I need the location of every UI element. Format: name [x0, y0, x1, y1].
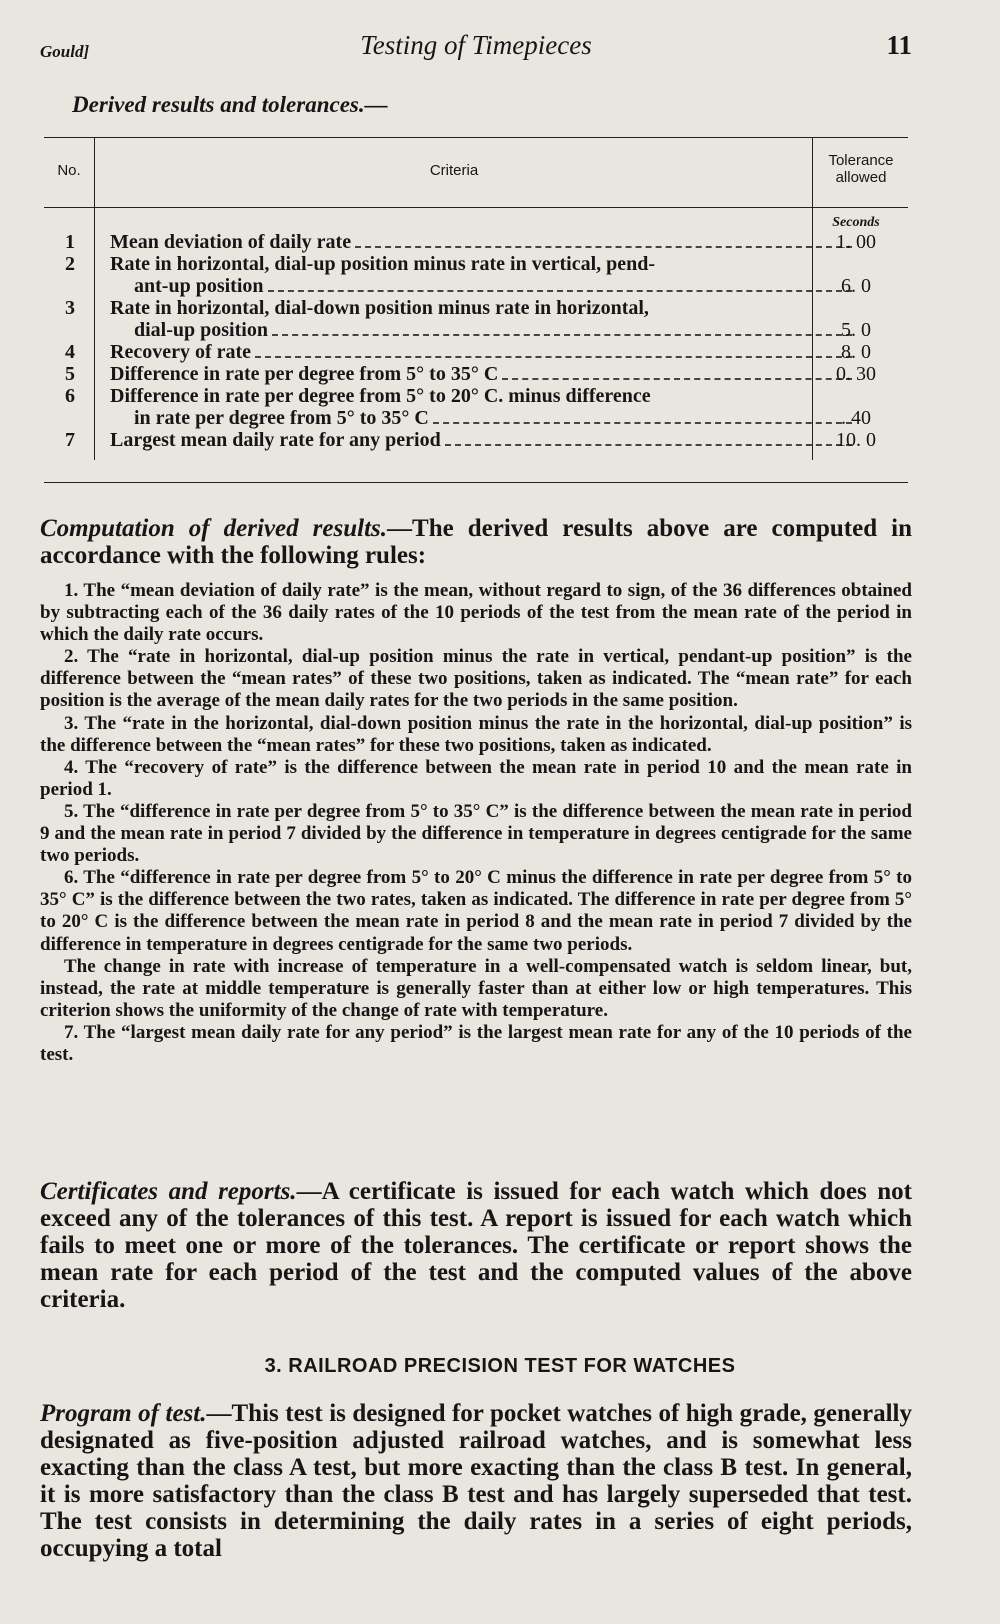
table-row: [44, 385, 908, 407]
rule-note-paragraph: The change in rate with increase of temperature in a well-compensated watch is seldom linear, but, instead, the rate at middle temperature is generally faster than at either low or high temperatures. This criterion shows the uniformity of the change of rate with temperature.: [40, 955, 912, 1021]
derived-results-title: Derived results and tolerances.—: [72, 92, 388, 117]
computation-paragraph: [40, 515, 912, 569]
criteria-text: Difference in rate per degree from 5° to 35° C: [110, 363, 499, 385]
table-row-continuation: [44, 407, 908, 429]
row-tolerance: 1. 00: [836, 231, 876, 253]
certificates-paragraph: [40, 1178, 912, 1313]
rule-paragraph: 4. The “recovery of rate” is the difference between the mean rate in period 10 and the mean rate in period 1.: [40, 756, 912, 800]
program-paragraph: [40, 1400, 912, 1562]
row-tolerance: 0. 30: [836, 363, 876, 385]
criteria-text: Rate in horizontal, dial-down position minus rate in horizontal,: [110, 297, 649, 319]
row-criteria: [110, 297, 856, 319]
row-number: 6: [65, 385, 75, 407]
table-row-continuation: [44, 275, 908, 297]
header-no: No.: [57, 162, 81, 179]
table-row: [44, 341, 908, 363]
row-number: 3: [65, 297, 75, 319]
table-bottom-rule: [44, 482, 908, 483]
dot-leader: [255, 341, 852, 358]
rule-paragraph: 2. The “rate in horizontal, dial-up position minus the rate in vertical, pendant-up position” is the difference between the “mean rates” of these two positions, taken as indicated. The “mean rate” for each position is the average of the mean daily rates for the two periods in the same position.: [40, 646, 912, 712]
tolerance-table: [44, 137, 908, 483]
rule-paragraph: 3. The “rate in the horizontal, dial-down position minus the rate in the horizontal, dial-up position” is the difference between the “mean rates” for these two positions, taken as indicated.: [40, 712, 912, 756]
certificates-heading: Certificates and reports.: [40, 1178, 297, 1205]
table-row: [44, 429, 908, 451]
rule-paragraph: 7. The “largest mean daily rate for any period” is the largest mean rate for any of the 10 periods of the test.: [40, 1021, 912, 1065]
dot-leader: [433, 407, 852, 424]
row-number: 2: [65, 253, 75, 275]
table-header-rule: [44, 207, 908, 208]
table-row: [44, 363, 908, 385]
rules-list: [40, 580, 912, 1066]
header-tolerance-line1: Tolerance: [828, 152, 894, 169]
criteria-text: dial-up position: [134, 319, 268, 341]
row-number: 4: [65, 341, 75, 363]
program-text: —This test is designed for pocket watches of high grade, generally designated as five-position adjusted railroad watches, and is somewhat less exacting than the class A test, but more exacting than the class B test. In general, it is more satisfactory than the class B test and has largely superseded that test. The test consists in determining the daily rates in a series of eight periods, occupying a total: [40, 1400, 913, 1562]
row-criteria: [110, 385, 856, 407]
row-number: 1: [65, 231, 75, 253]
table-row: [44, 253, 908, 275]
row-criteria: [110, 253, 856, 275]
row-criteria: [110, 231, 856, 253]
running-title: Testing of Timepieces: [360, 30, 592, 60]
row-criteria: [134, 407, 856, 429]
table-top-rule: [44, 137, 908, 138]
criteria-text: in rate per degree from 5° to 35° C: [134, 407, 429, 429]
tolerance-units: Seconds: [832, 215, 880, 230]
header-tolerance-line2: allowed: [835, 169, 887, 186]
criteria-text: Largest mean daily rate for any period: [110, 429, 441, 451]
row-criteria: [134, 319, 856, 341]
author-tag: Gould]: [40, 42, 90, 61]
dot-leader: [272, 319, 852, 336]
criteria-text: Difference in rate per degree from 5° to 20° C. minus difference: [110, 385, 651, 407]
row-tolerance: 8. 0: [841, 341, 871, 363]
row-tolerance: . 40: [841, 407, 871, 429]
page-number: 11: [886, 30, 912, 60]
row-criteria: [110, 363, 856, 385]
rule-paragraph: 6. The “difference in rate per degree from 5° to 20° C minus the difference in rate per degree from 5° to 35° C” is the difference between the two rates, taken as indicated. The difference in rate per degree from 5° to 20° C is the difference between the mean rate in period 8 and the mean rate in period 7 divided by the difference in temperature in degrees centigrade for the same two periods.: [40, 867, 912, 955]
table-row: [44, 231, 908, 253]
row-tolerance: 6. 0: [841, 275, 871, 297]
header-tolerance: [814, 152, 908, 186]
program-heading: Program of test.: [40, 1400, 207, 1427]
rule-paragraph: 1. The “mean deviation of daily rate” is the mean, without regard to sign, of the 36 differences obtained by subtracting each of the 36 daily rates of the 10 periods of the test from the mean rate of the period in which the daily rate occurs.: [40, 580, 912, 646]
table-row-continuation: [44, 319, 908, 341]
header-criteria: Criteria: [429, 162, 479, 179]
row-criteria: [110, 341, 856, 363]
running-header: [40, 28, 912, 68]
criteria-text: Recovery of rate: [110, 341, 252, 363]
computation-heading: Computation of derived results.: [40, 515, 388, 542]
certificates-text: —A certificate is issued for each watch which does not exceed any of the tolerances of this test. A report is issued for each watch which fails to meet one or more of the tolerances. The certificate or report shows the mean rate for each period of the test and the computed values of the above criteria.: [40, 1178, 913, 1313]
dot-leader: [502, 363, 852, 380]
row-criteria: [110, 429, 856, 451]
criteria-text: Mean deviation of daily rate: [110, 231, 352, 253]
dot-leader: [355, 231, 852, 248]
criteria-text: Rate in horizontal, dial-up position minus rate in vertical, pend-: [110, 253, 656, 275]
row-tolerance: 5. 0: [841, 319, 871, 341]
row-number: 7: [65, 429, 75, 451]
row-criteria: [134, 275, 856, 297]
criteria-text: ant-up position: [134, 275, 264, 297]
dot-leader: [268, 275, 853, 292]
row-number: 5: [65, 363, 75, 385]
computation-text: —The derived results above are computed in accordance with the following rules:: [40, 515, 912, 569]
row-tolerance: 10. 0: [836, 429, 876, 451]
dot-leader: [445, 429, 852, 446]
section-title: 3. RAILROAD PRECISION TEST FOR WATCHES: [264, 1355, 736, 1377]
rule-paragraph: 5. The “difference in rate per degree from 5° to 35° C” is the difference between the mean rate in period 9 and the mean rate in period 7 divided by the difference in temperature in degrees centigrade for the same two periods.: [40, 800, 912, 867]
table-row: [44, 297, 908, 319]
